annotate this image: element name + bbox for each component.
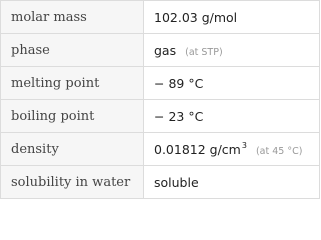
row-label: molar mass xyxy=(1,1,144,34)
row-value-cell xyxy=(144,67,320,100)
row-value: − 23 °C xyxy=(154,108,204,124)
row-label: solubility in water xyxy=(1,166,144,199)
row-label: boiling point xyxy=(1,100,144,133)
row-value: gas xyxy=(154,42,177,58)
row-note: (at STP) xyxy=(185,46,223,58)
row-label: density xyxy=(1,133,144,166)
row-value-cell xyxy=(144,100,320,133)
row-value: 102.03 g/mol xyxy=(154,9,238,25)
row-note: (at 45 °C) xyxy=(255,145,303,157)
table-row-molar-mass xyxy=(1,1,320,34)
row-value-cell xyxy=(144,34,320,67)
table-row-density xyxy=(1,133,320,166)
row-value-cell xyxy=(144,1,320,34)
table-row-melting-point xyxy=(1,67,320,100)
row-value-cell xyxy=(144,133,320,166)
table-row-boiling-point xyxy=(1,100,320,133)
row-label: melting point xyxy=(1,67,144,100)
row-value-exponent: 3 xyxy=(241,141,247,151)
row-value: soluble xyxy=(154,174,199,190)
row-value: 0.01812 g/cm xyxy=(154,141,241,157)
row-value: − 89 °C xyxy=(154,75,204,91)
row-value-cell xyxy=(144,166,320,199)
table-row-phase xyxy=(1,34,320,67)
table-row-solubility-in-water xyxy=(1,166,320,199)
row-label: phase xyxy=(1,34,144,67)
